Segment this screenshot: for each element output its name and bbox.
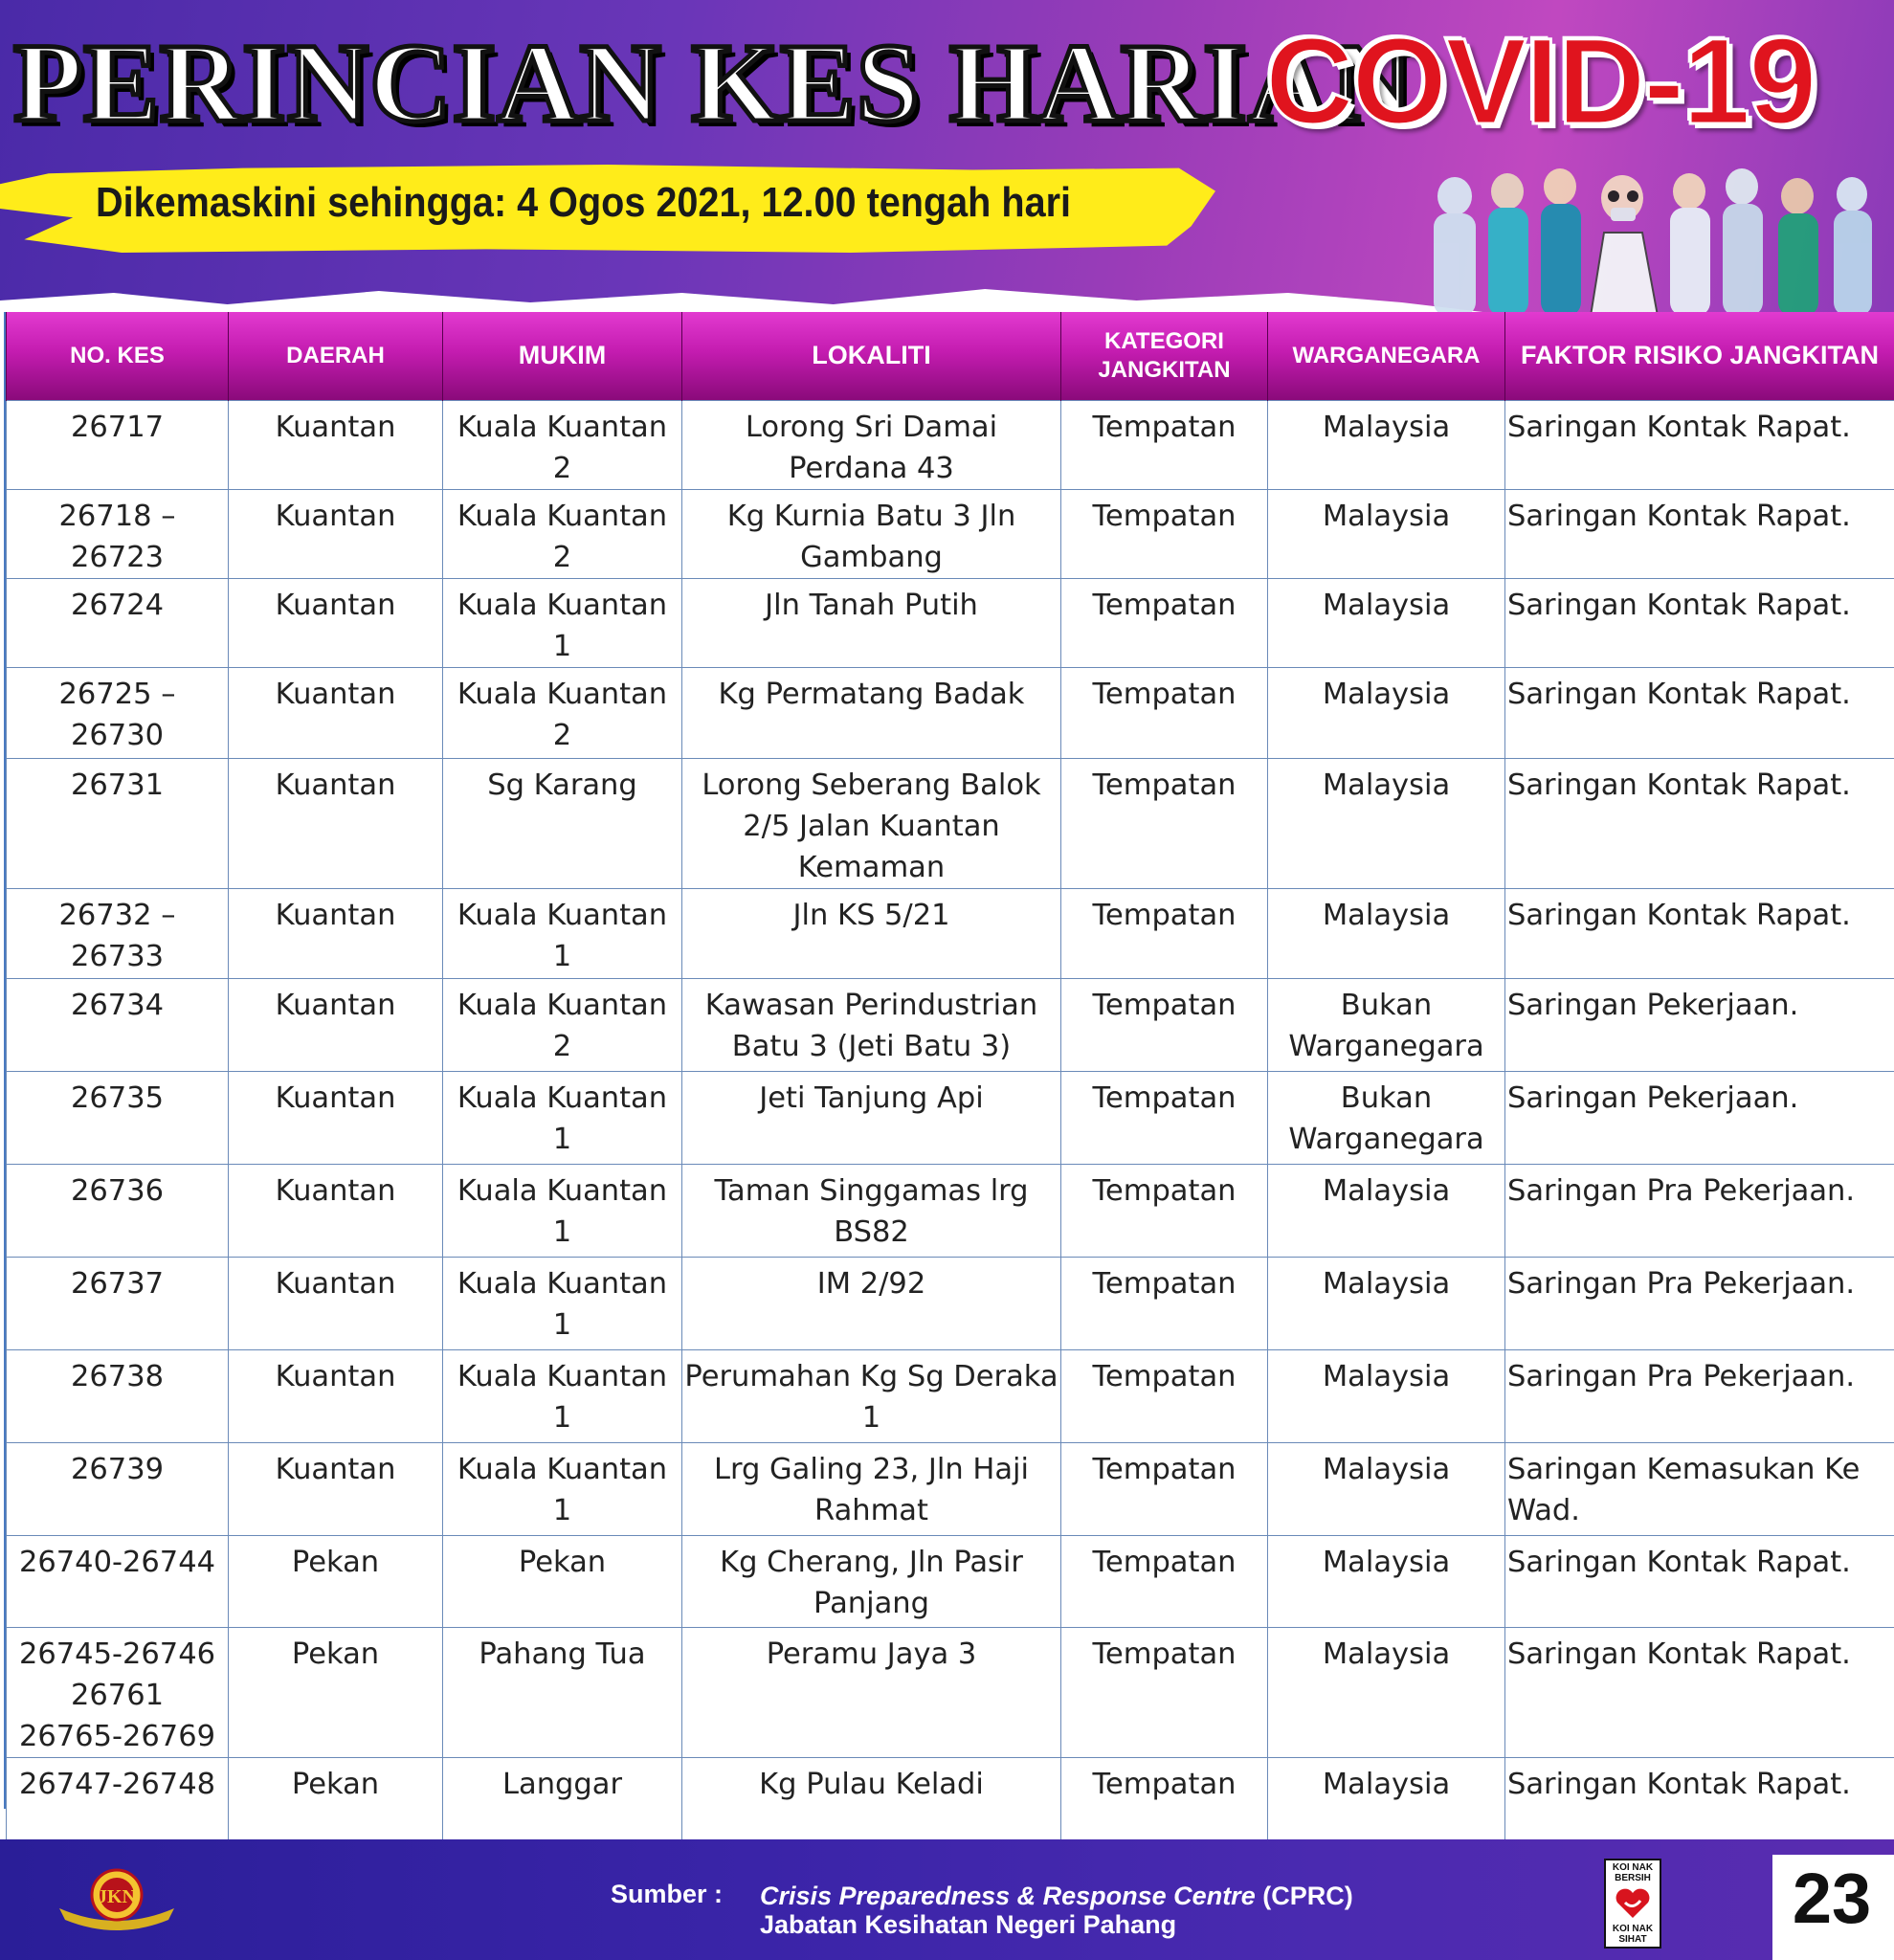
page-number: 23 [1792, 1859, 1872, 1938]
locality-cell-text: IM 2/92 [816, 1266, 926, 1301]
locality-cell-text: Kg Permatang Badak [718, 677, 1025, 711]
mukim-cell-text: Kuala Kuantan 1 [457, 1452, 668, 1527]
table-row [7, 400, 1894, 489]
case-number-cell [7, 578, 229, 667]
case-number-cell-text: 26735 [70, 1080, 165, 1115]
mukim-cell [443, 1535, 682, 1627]
locality-cell-text: Jln Tanah Putih [765, 588, 978, 622]
locality-cell [682, 1164, 1061, 1257]
risk-factor-cell [1505, 1627, 1894, 1757]
table-row [7, 888, 1894, 978]
district-cell-text: Kuantan [275, 1452, 396, 1486]
mukim-cell [443, 1071, 682, 1164]
case-number-cell-text: 26724 [70, 588, 165, 622]
citizenship-cell-text: Malaysia [1322, 1637, 1451, 1671]
source-org-abbr: (CPRC) [1255, 1882, 1353, 1910]
category-cell-text: Tempatan [1092, 988, 1237, 1022]
table-header-row [7, 312, 1894, 400]
category-cell-text: Tempatan [1092, 499, 1237, 533]
risk-factor-cell-text: Saringan Kontak Rapat. [1507, 677, 1851, 711]
case-number-cell-text: 26725 – 26730 [58, 677, 176, 752]
mukim-cell [443, 489, 682, 578]
table-row [7, 758, 1894, 888]
locality-cell-text: Jeti Tanjung Api [759, 1080, 984, 1115]
category-cell-text: Tempatan [1092, 1452, 1237, 1486]
district-cell [229, 400, 443, 489]
mukim-cell-text: Langgar [502, 1767, 622, 1801]
citizenship-cell [1268, 1257, 1505, 1349]
category-cell [1061, 978, 1268, 1071]
category-cell [1061, 489, 1268, 578]
district-cell-text: Kuantan [275, 1266, 396, 1301]
citizenship-cell-text: Bukan Warganegara [1288, 988, 1484, 1063]
column-header-mukim: MUKIM [443, 312, 682, 400]
cases-table [6, 312, 1894, 1852]
mukim-cell-text: Kuala Kuantan 2 [457, 499, 668, 574]
category-cell-text: Tempatan [1092, 677, 1237, 711]
category-cell [1061, 1349, 1268, 1442]
case-number-cell [7, 1627, 229, 1757]
mukim-cell-text: Kuala Kuantan 1 [457, 1173, 668, 1249]
case-number-cell [7, 1257, 229, 1349]
risk-factor-cell [1505, 1349, 1894, 1442]
category-cell-text: Tempatan [1092, 588, 1237, 622]
risk-factor-cell-text: Saringan Pra Pekerjaan. [1507, 1266, 1856, 1301]
risk-factor-cell [1505, 1164, 1894, 1257]
citizenship-cell [1268, 1757, 1505, 1851]
district-cell [229, 578, 443, 667]
district-cell-text: Pekan [291, 1767, 380, 1801]
locality-cell-text: Perumahan Kg Sg Deraka 1 [684, 1359, 1058, 1435]
citizenship-cell-text: Malaysia [1322, 499, 1451, 533]
risk-factor-cell-text: Saringan Pekerjaan. [1507, 988, 1799, 1022]
district-cell [229, 1349, 443, 1442]
covid-title: COVID-19 [1265, 13, 1816, 150]
case-number-cell-text: 26734 [70, 988, 165, 1022]
citizenship-cell-text: Malaysia [1322, 588, 1451, 622]
district-cell-text: Kuantan [275, 1080, 396, 1115]
case-number-cell-text: 26737 [70, 1266, 165, 1301]
district-cell [229, 1164, 443, 1257]
locality-cell [682, 978, 1061, 1071]
district-cell [229, 489, 443, 578]
risk-factor-cell-text: Saringan Pekerjaan. [1507, 1080, 1799, 1115]
risk-factor-cell [1505, 578, 1894, 667]
locality-cell-text: Jln KS 5/21 [792, 898, 950, 932]
locality-cell-text: Lorong Sri Damai Perdana 43 [745, 410, 998, 485]
district-cell [229, 667, 443, 758]
risk-factor-cell [1505, 667, 1894, 758]
risk-factor-cell [1505, 489, 1894, 578]
citizenship-cell [1268, 489, 1505, 578]
district-cell [229, 888, 443, 978]
category-cell [1061, 1627, 1268, 1757]
table-row [7, 489, 1894, 578]
case-number-cell [7, 667, 229, 758]
case-number-cell [7, 1757, 229, 1851]
risk-factor-cell-text: Saringan Kontak Rapat. [1507, 499, 1851, 533]
risk-factor-cell-text: Saringan Pra Pekerjaan. [1507, 1359, 1856, 1393]
case-number-cell [7, 1349, 229, 1442]
citizenship-cell [1268, 578, 1505, 667]
column-header-faktor-risiko: FAKTOR RISIKO JANGKITAN [1505, 312, 1894, 400]
locality-cell [682, 758, 1061, 888]
locality-cell [682, 888, 1061, 978]
locality-cell-text: Kawasan Perindustrian Batu 3 (Jeti Batu 3) [704, 988, 1038, 1063]
risk-factor-cell-text: Saringan Kontak Rapat. [1507, 898, 1851, 932]
case-number-cell-text: 26745-26746 26761 26765-26769 [18, 1637, 216, 1753]
mukim-cell [443, 1442, 682, 1535]
category-cell [1061, 758, 1268, 888]
locality-cell-text: Kg Cherang, Jln Pasir Panjang [720, 1545, 1023, 1620]
risk-factor-cell-text: Saringan Kontak Rapat. [1507, 1637, 1851, 1671]
locality-cell [682, 1535, 1061, 1627]
case-number-cell [7, 400, 229, 489]
locality-cell-text: Lrg Galing 23, Jln Haji Rahmat [714, 1452, 1029, 1527]
mukim-cell [443, 667, 682, 758]
risk-factor-cell [1505, 1257, 1894, 1349]
district-cell-text: Kuantan [275, 677, 396, 711]
mukim-cell-text: Kuala Kuantan 1 [457, 898, 668, 973]
case-number-cell [7, 888, 229, 978]
locality-cell [682, 1442, 1061, 1535]
citizenship-cell-text: Malaysia [1322, 677, 1451, 711]
district-cell [229, 1442, 443, 1535]
category-cell-text: Tempatan [1092, 768, 1237, 802]
mukim-cell-text: Kuala Kuantan 2 [457, 677, 668, 752]
district-cell [229, 758, 443, 888]
mukim-cell-text: Kuala Kuantan 1 [457, 1266, 668, 1342]
risk-factor-cell [1505, 1071, 1894, 1164]
citizenship-cell-text: Bukan Warganegara [1288, 1080, 1484, 1156]
mukim-cell [443, 978, 682, 1071]
locality-cell-text: Lorong Seberang Balok 2/5 Jalan Kuantan Kemaman [702, 768, 1041, 884]
mukim-cell [443, 1257, 682, 1349]
risk-factor-cell [1505, 1535, 1894, 1627]
table-row [7, 1071, 1894, 1164]
category-cell-text: Tempatan [1092, 1637, 1237, 1671]
citizenship-cell [1268, 1442, 1505, 1535]
citizenship-cell-text: Malaysia [1322, 410, 1451, 444]
district-cell-text: Kuantan [275, 1359, 396, 1393]
citizenship-cell [1268, 1535, 1505, 1627]
risk-factor-cell [1505, 1442, 1894, 1535]
table-row [7, 1257, 1894, 1349]
risk-factor-cell-text: Saringan Kontak Rapat. [1507, 768, 1851, 802]
locality-cell [682, 1627, 1061, 1757]
district-cell-text: Kuantan [275, 588, 396, 622]
district-cell-text: Kuantan [275, 988, 396, 1022]
risk-factor-cell-text: Saringan Kontak Rapat. [1507, 410, 1851, 444]
column-header-no-kes: NO. KES [7, 312, 229, 400]
citizenship-cell-text: Malaysia [1322, 1767, 1451, 1801]
badge-bottom-text: KOI NAK SIHAT [1612, 1924, 1654, 1945]
mukim-cell-text: Pahang Tua [479, 1637, 646, 1671]
table-row [7, 1349, 1894, 1442]
locality-cell-text: Taman Singgamas lrg BS82 [714, 1173, 1029, 1249]
case-number-cell [7, 978, 229, 1071]
mukim-cell [443, 1757, 682, 1851]
case-number-cell [7, 758, 229, 888]
category-cell-text: Tempatan [1092, 1266, 1237, 1301]
case-number-cell-text: 26747-26748 [18, 1767, 216, 1801]
locality-cell [682, 1349, 1061, 1442]
mukim-cell [443, 578, 682, 667]
district-cell [229, 1535, 443, 1627]
citizenship-cell-text: Malaysia [1322, 898, 1451, 932]
district-cell-text: Kuantan [275, 898, 396, 932]
risk-factor-cell-text: Saringan Kontak Rapat. [1507, 588, 1851, 622]
risk-factor-cell [1505, 1757, 1894, 1851]
district-cell [229, 1757, 443, 1851]
table-row [7, 1535, 1894, 1627]
category-cell [1061, 578, 1268, 667]
mukim-cell [443, 400, 682, 489]
risk-factor-cell [1505, 978, 1894, 1071]
mukim-cell [443, 758, 682, 888]
table-row [7, 1442, 1894, 1535]
jkn-logo [56, 1864, 178, 1933]
category-cell-text: Tempatan [1092, 1173, 1237, 1208]
category-cell [1061, 888, 1268, 978]
table-row [7, 1757, 1894, 1851]
locality-cell [682, 400, 1061, 489]
citizenship-cell-text: Malaysia [1322, 1266, 1451, 1301]
badge-top-text: KOI NAK BERSIH [1612, 1862, 1654, 1883]
table-row [7, 1164, 1894, 1257]
case-number-cell-text: 26738 [70, 1359, 165, 1393]
locality-cell [682, 667, 1061, 758]
locality-cell [682, 1257, 1061, 1349]
district-cell-text: Kuantan [275, 768, 396, 802]
citizenship-cell-text: Malaysia [1322, 1359, 1451, 1393]
citizenship-cell [1268, 1071, 1505, 1164]
risk-factor-cell-text: Saringan Kemasukan Ke Wad. [1507, 1452, 1861, 1527]
mukim-cell-text: Kuala Kuantan 1 [457, 1359, 668, 1435]
risk-factor-cell [1505, 400, 1894, 489]
case-number-cell [7, 1535, 229, 1627]
svg-text:JKN: JKN [98, 1886, 136, 1907]
citizenship-cell [1268, 888, 1505, 978]
mukim-cell-text: Sg Karang [487, 768, 637, 802]
column-header-kategori: KATEGORI JANGKITAN [1061, 312, 1268, 400]
citizenship-cell-text: Malaysia [1322, 768, 1451, 802]
mukim-cell-text: Kuala Kuantan 2 [457, 988, 668, 1063]
category-cell-text: Tempatan [1092, 1767, 1237, 1801]
citizenship-cell-text: Malaysia [1322, 1173, 1451, 1208]
citizenship-cell [1268, 1164, 1505, 1257]
citizenship-cell [1268, 1349, 1505, 1442]
source-org-name: Crisis Preparedness & Response Centre [760, 1882, 1256, 1910]
citizenship-cell [1268, 1627, 1505, 1757]
district-cell-text: Kuantan [275, 499, 396, 533]
category-cell [1061, 1535, 1268, 1627]
risk-factor-cell [1505, 758, 1894, 888]
table-row [7, 578, 1894, 667]
case-number-cell [7, 1071, 229, 1164]
locality-cell [682, 578, 1061, 667]
risk-factor-cell [1505, 888, 1894, 978]
mukim-cell [443, 888, 682, 978]
source-label: Sumber : [611, 1880, 724, 1908]
category-cell-text: Tempatan [1092, 1080, 1237, 1115]
locality-cell [682, 489, 1061, 578]
district-cell [229, 1071, 443, 1164]
risk-factor-cell-text: Saringan Pra Pekerjaan. [1507, 1173, 1856, 1208]
table-row [7, 667, 1894, 758]
category-cell [1061, 1757, 1268, 1851]
mukim-cell-text: Kuala Kuantan 1 [457, 1080, 668, 1156]
column-header-daerah: DAERAH [229, 312, 443, 400]
category-cell [1061, 1164, 1268, 1257]
mukim-cell [443, 1164, 682, 1257]
case-number-cell-text: 26736 [70, 1173, 165, 1208]
citizenship-cell [1268, 400, 1505, 489]
district-cell-text: Pekan [291, 1637, 380, 1671]
mukim-cell [443, 1627, 682, 1757]
table-row [7, 978, 1894, 1071]
locality-cell-text: Peramu Jaya 3 [766, 1637, 977, 1671]
update-date-text: Dikemaskini sehingga: 4 Ogos 2021, 12.00 tengah hari [96, 179, 1072, 226]
case-number-cell-text: 26732 – 26733 [58, 898, 176, 973]
heart-icon [1614, 1887, 1652, 1920]
citizenship-cell-text: Malaysia [1322, 1452, 1451, 1486]
case-number-cell [7, 1164, 229, 1257]
citizenship-cell-text: Malaysia [1322, 1545, 1451, 1579]
category-cell-text: Tempatan [1092, 1359, 1237, 1393]
category-cell [1061, 1442, 1268, 1535]
locality-cell [682, 1071, 1061, 1164]
source-organization [760, 1882, 1353, 1911]
locality-cell [682, 1757, 1061, 1851]
column-header-lokaliti: LOKALITI [682, 312, 1061, 400]
category-cell [1061, 1071, 1268, 1164]
citizenship-cell [1268, 667, 1505, 758]
district-cell [229, 1627, 443, 1757]
case-number-cell-text: 26717 [70, 410, 165, 444]
risk-factor-cell-text: Saringan Kontak Rapat. [1507, 1767, 1851, 1801]
case-number-cell-text: 26740-26744 [18, 1545, 216, 1579]
district-cell-text: Kuantan [275, 410, 396, 444]
mukim-cell-text: Pekan [518, 1545, 607, 1579]
category-cell-text: Tempatan [1092, 898, 1237, 932]
category-cell [1061, 1257, 1268, 1349]
koi-nak-sihat-badge [1604, 1859, 1661, 1949]
case-number-cell-text: 26731 [70, 768, 165, 802]
district-cell [229, 978, 443, 1071]
district-cell [229, 1257, 443, 1349]
mukim-cell [443, 1349, 682, 1442]
column-header-warganegara: WARGANEGARA [1268, 312, 1505, 400]
district-cell-text: Kuantan [275, 1173, 396, 1208]
case-number-cell [7, 1442, 229, 1535]
source-department: Jabatan Kesihatan Negeri Pahang [760, 1910, 1177, 1939]
category-cell-text: Tempatan [1092, 1545, 1237, 1579]
mukim-cell-text: Kuala Kuantan 1 [457, 588, 668, 663]
table-row [7, 1627, 1894, 1757]
case-number-cell-text: 26739 [70, 1452, 165, 1486]
page-title: PERINCIAN KES HARIAN [13, 20, 1414, 145]
case-number-cell-text: 26718 – 26723 [58, 499, 176, 574]
citizenship-cell [1268, 758, 1505, 888]
case-number-cell [7, 489, 229, 578]
category-cell-text: Tempatan [1092, 410, 1237, 444]
citizenship-cell [1268, 978, 1505, 1071]
district-cell-text: Pekan [291, 1545, 380, 1579]
risk-factor-cell-text: Saringan Kontak Rapat. [1507, 1545, 1851, 1579]
locality-cell-text: Kg Kurnia Batu 3 Jln Gambang [726, 499, 1016, 574]
category-cell [1061, 400, 1268, 489]
category-cell [1061, 667, 1268, 758]
cases-table-container [4, 312, 1894, 1809]
mukim-cell-text: Kuala Kuantan 2 [457, 410, 668, 485]
locality-cell-text: Kg Pulau Keladi [759, 1767, 984, 1801]
healthcare-workers-illustration [1416, 158, 1885, 316]
